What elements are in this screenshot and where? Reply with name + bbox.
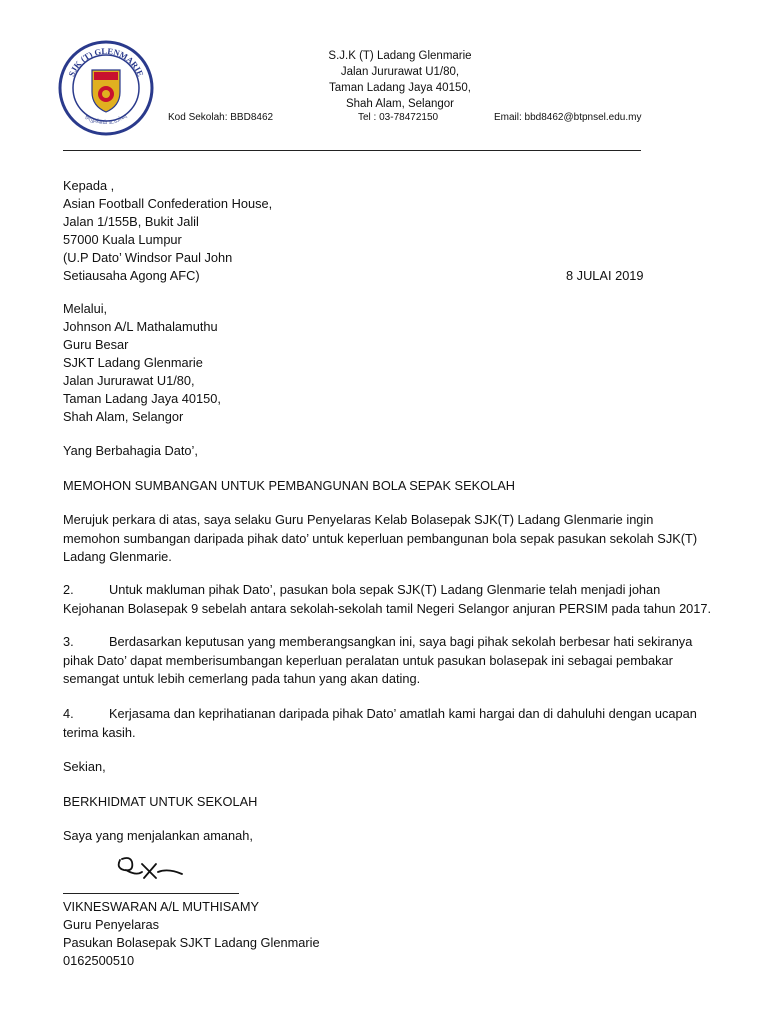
via-line: Shah Alam, Selangor: [63, 409, 184, 424]
via-line: Jalan Jururawat U1/80,: [63, 373, 195, 388]
via-line: SJKT Ladang Glenmarie: [63, 355, 203, 370]
recipient-line: (U.P Dato’ Windsor Paul John: [63, 250, 233, 265]
recipient-line: Jalan 1/155B, Bukit Jalil: [63, 214, 199, 229]
paragraph-text: Kerjasama dan keprihatianan daripada pihak Dato’ amatlah kami hargai dan di dahuluhi dengan ucapan terima kasih.: [63, 706, 697, 740]
recipient-line: 57000 Kuala Lumpur: [63, 232, 182, 247]
via-line: Melalui,: [63, 301, 108, 316]
recipient-line: Setiausaha Agong AFC): [63, 268, 200, 283]
school-logo: [58, 40, 154, 136]
school-address-line3: Shah Alam, Selangor: [345, 98, 455, 110]
letter-date: 8 JULAI 2019: [566, 268, 644, 283]
paragraph-2: [63, 581, 713, 618]
logo-ring-text-top: SJK (T) GLENMARIE: [66, 45, 146, 78]
via-block: [63, 300, 221, 426]
school-address-line2: Taman Ladang Jaya 40150,: [329, 82, 471, 94]
paragraph-4: [63, 705, 713, 742]
signatory-block: [63, 898, 320, 970]
signatory-team: Pasukan Bolasepak SJKT Ladang Glenmarie: [63, 935, 320, 950]
closing-sekian: Sekian,: [63, 759, 106, 774]
school-name: S.J.K (T) Ladang Glenmarie: [328, 50, 472, 62]
via-line: Guru Besar: [63, 337, 129, 352]
via-line: Johnson A/L Mathalamuthu: [63, 319, 218, 334]
signatory-title: Guru Penyelaras: [63, 917, 160, 932]
closing-amanah: Saya yang menjalankan amanah,: [63, 828, 253, 843]
signatory-phone: 0162500510: [63, 953, 135, 968]
logo-ring-text-bottom: ஒழுக்கம் உயர்வு: [83, 112, 129, 127]
recipient-line: Asian Football Confederation House,: [63, 196, 273, 211]
closing-motto: BERKHIDMAT UNTUK SEKOLAH: [63, 794, 258, 809]
signature-line: [63, 893, 239, 894]
school-code: Kod Sekolah: BBD8462: [168, 112, 274, 123]
recipient-line: Kepada ,: [63, 178, 115, 193]
paragraph-text: Untuk makluman pihak Dato’, pasukan bola sepak SJK(T) Ladang Glenmarie telah menjadi johan Kejohanan Bolasepak 9 sebelah antara sekolah-sekolah tamil Negeri Selangor anjuran PERSIM pada tahun 2017.: [63, 582, 712, 616]
letterhead: [250, 48, 550, 112]
paragraph-number: 4.: [63, 706, 74, 721]
paragraph-number: 3.: [63, 634, 74, 649]
paragraph-3: [63, 633, 713, 689]
paragraph-number: 2.: [63, 582, 74, 597]
signatory-name: VIKNESWARAN A/L MUTHISAMY: [63, 899, 260, 914]
paragraph-1: Merujuk perkara di atas, saya selaku Guru Penyelaras Kelab Bolasepak SJK(T) Ladang Glenmarie ingin memohon sumbangan daripada pihak dato’ untuk keperluan pembangunan bola sepak pasukan sekolah SJK(T) Ladang Glenmarie.: [63, 512, 698, 564]
header-divider: [63, 150, 641, 151]
school-phone: Tel : 03-78472150: [358, 112, 439, 123]
salutation: Yang Berbahagia Dato’,: [63, 443, 198, 458]
letter-subject: MEMOHON SUMBANGAN UNTUK PEMBANGUNAN BOLA SEPAK SEKOLAH: [63, 478, 516, 493]
recipient-block: [63, 177, 272, 285]
paragraph-text: Berdasarkan keputusan yang memberangsangkan ini, saya bagi pihak sekolah berbesar hati sekiranya pihak Dato’ dapat memberisumbangan keperluan peralatan untuk pasukan bolasepak ini sebagai pembakar semangat untuk lebih cemerlang pada tahun yang akan dating.: [63, 634, 693, 686]
via-line: Taman Ladang Jaya 40150,: [63, 391, 221, 406]
handwritten-signature: [112, 850, 192, 884]
school-email: Email: bbd8462@btpnsel.edu.my: [494, 112, 642, 123]
school-address-line1: Jalan Jururawat U1/80,: [340, 66, 460, 78]
